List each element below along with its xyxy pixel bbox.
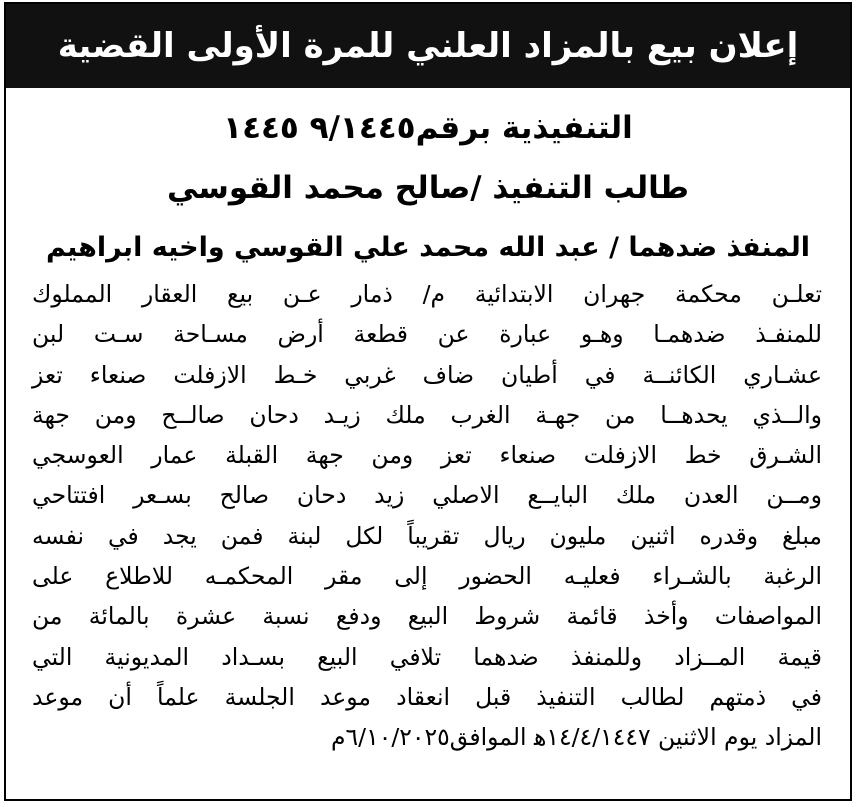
body-line: ومــن العدن ملك البايــع الاصلي زيد دحان صالح بسـعر افتتاحي [32, 481, 822, 510]
body-line: المواصفات وأخذ قائمة شروط البيع ودفع نسبة عشرة بالمائة من [32, 602, 822, 631]
notice-body [32, 274, 822, 758]
body-line: الشـرق خط الازفلت صنعاء تعز ومن جهة القبلة عمار العوسجي [32, 441, 822, 470]
title-bar [6, 4, 850, 88]
body-line: والــذي يحدهــا من جهـة الغرب ملك زيـد دحان صالــح ومن جهة [32, 400, 822, 429]
body-line: في ذمتهم لطالب التنفيذ قبل انعقاد موعد الجلسة علماً أن موعد [32, 682, 822, 711]
debtors-line: المنفذ ضدهما / عبد الله محمد علي القوسي واخيه ابراهيم [45, 232, 810, 263]
notice-title: إعلان بيع بالمزاد العلني للمرة الأولى القضية [57, 26, 799, 66]
body-line: تعلـن محكمة جهران الابتدائية م/ ذمار عـن بيع العقار المملوك [32, 280, 822, 308]
body-line: مبلغ وقدره اثنين مليون ريال تقريباً لكل لبنة فمن يجد في نفسه [32, 521, 822, 550]
body-line: عشـاري الكائنــة في أطيان ضاف غربي خـط الازفلت صنعاء تعز [32, 360, 822, 389]
case-number: التنفيذية برقم٩/١٤٤٥ ١٤٤٥ [223, 110, 633, 146]
claimant-line: طالب التنفيذ /صالح محمد القوسي [167, 170, 689, 206]
body-line: قيمة المــزاد وللمنفذ ضدهما تلافي البيع بسـداد المديونية التي [32, 642, 822, 671]
auction-notice [4, 2, 852, 801]
case-header [6, 98, 850, 278]
body-line: المزاد يوم الاثنين ١٤/٤/١٤٤٧ﻫ الموافق٦/١٠/٢٠٢٥م [330, 723, 822, 752]
body-line: للمنفـذ ضدهمـا وهـو عبارة عن قطعة أرض مسـاحة سـت لبن [32, 320, 822, 349]
body-line: الرغبة بالشـراء فعليـه الحضور إلى مقر المحكمـه للاطلاع على [32, 562, 822, 591]
